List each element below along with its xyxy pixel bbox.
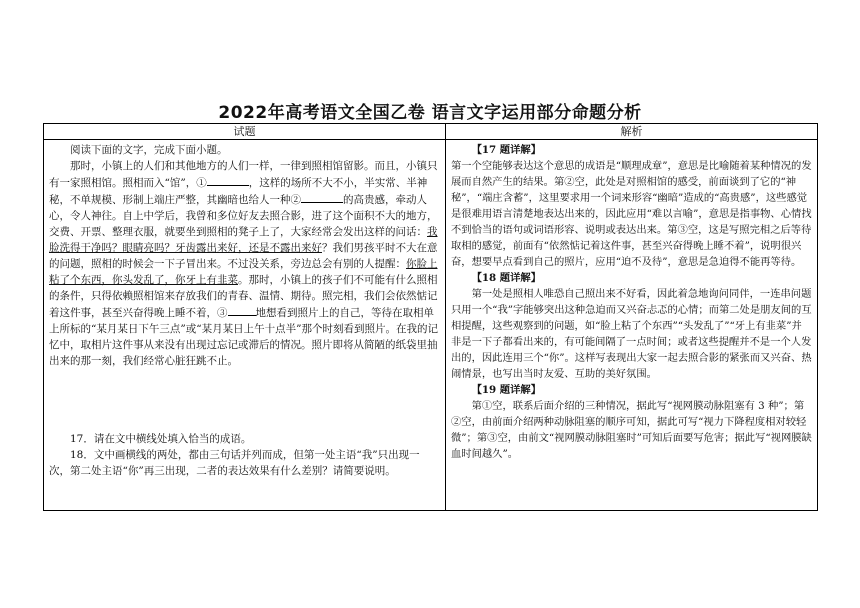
underlined-sentence-1: 我脸洗得干净吗？眼睛亮吗？牙齿露出来好，还是不露出来好	[49, 226, 438, 254]
passage-part-5: 。那时，小镇上的孩子们不可能有什么照相的条件，只得依赖照相馆来存放我们的青春、温情、期待。照完相，我们会依然惦记着这件事，甚至兴奋得晚上睡不着，	[49, 274, 438, 319]
question-18: 18．文中画横线的两处，都由三句话并列而成，但第一处主语“我”只出现一次，第二处主语“你”再三出现，二者的表达效果有什么差别？请简要说明。	[49, 449, 420, 477]
analysis-q18: 第一处是照相人唯恐自己照出来不好看，因此着急地询问同伴，一连串问题只用一个“我”字能够突出这种急迫而又兴奋忐忑的心情；而第二处是朋友间的互相提醒，这些观察到的问题，如“脸上粘了个东西”“头发乱了”“牙上有韭菜”并非是一下子都看出来的，有可能间隔了一点时间；或者这些提醒并不是一个人发出的，因此连用三个“你”。这样写表现出大家一起去照合影的紧张而又兴奋、热闹情景，也写出当时友爱、互助的美好氛围。	[451, 288, 812, 380]
blank-marker-3: ③	[217, 307, 228, 319]
header-row	[44, 124, 818, 140]
blank-2	[301, 191, 343, 203]
blank-1	[207, 174, 249, 186]
blank-marker-2: ②	[290, 194, 301, 206]
passage-part-6: 地想看到照片上的自己，等待在取相单上所标的“某月某日下午三点”或“某月某日上午十点半”那个时刻看到照片。在我的记忆中，取相片这件事从来没有出现过忘记或滞后的情况。照片即将从简陋的纸袋里抽出来的那一刻，我们经常心脏狂跳不止。	[49, 307, 438, 367]
intro-text: 阅读下面的文字，完成下面小题。	[70, 144, 228, 156]
analysis-cell	[446, 140, 818, 511]
passage-part-3: 的高贵感，牵动人心，令人神往。自上中学后，我曾和多位好友去照合影，进了这个面积不大的地方，交费、开票、整理衣服，就要坐到照相的凳子上了，大家经常会发出这样的问话：	[49, 194, 438, 238]
content-row	[44, 140, 818, 511]
blank-marker-1: ①	[196, 177, 207, 189]
column-header-analysis: 解析	[446, 124, 818, 140]
heading-q19: 【19 题详解】	[471, 384, 541, 396]
question-17: 17．请在文中横线处填入恰当的成语。	[70, 433, 252, 445]
heading-q18: 【18 题详解】	[471, 272, 541, 284]
questions-cell	[44, 140, 446, 511]
passage-part-1: 那时，小镇上的人们和其他地方的人们一样，一律到照相馆留影。而且，小镇只有一家照相馆。照相而入“馆”，	[49, 160, 438, 189]
analysis-table	[43, 123, 818, 511]
column-header-questions: 试题	[44, 124, 446, 140]
passage-part-4: ？我们男孩平时不大在意的问题，照相的时候会一下子冒出来。不过没关系，旁边总会有别的人提醒：	[49, 242, 438, 270]
underlined-sentence-2: 你脸上粘了个东西，你头发乱了，你牙上有韭菜	[49, 258, 438, 286]
blank-3	[228, 304, 256, 316]
analysis-q17: 第一个空能够表达这个意思的成语是“顺理成章”，意思是比喻随着某种情况的发展而自然产生的结果。第②空，此处是对照相馆的感受，前面谈到了它的“神秘”，“端庄含蓄”，这里要求用一个词来形容“幽暗”造成的“高贵感”，这些感觉是很难用语言清楚地表达出来的，因此应用“难以言喻”，意思是指事物、心情找不到恰当的语句或词语形容、说明或表达出来。第③空，这是写照完相之后等待取相的感觉，前面有“依然惦记着这件事，甚至兴奋得晚上睡不着”，说明很兴奋，想要早点看到自己的照片，应用“迫不及待”，意思是急迫得不能再等待。	[451, 160, 812, 268]
page-title: 2022年高考语文全国乙卷 语言文字运用部分命题分析	[218, 103, 642, 123]
heading-q17: 【17 题详解】	[471, 144, 541, 156]
passage	[49, 158, 440, 369]
analysis-q19: 第①空，联系后面介绍的三种情况，据此写“视网膜动脉阻塞有 3 种”；第②空，由前面介绍两种动脉阻塞的顺序可知，据此可写“视力下降程度相对较轻微”；第③空，由前文“视网膜动脉阻塞时”可知后面要写危害；据此写“视网膜缺血时间越久”。	[451, 400, 812, 460]
passage-part-2: ，这样的场所不大不小，半实常、半神秘，不单规模、形制上端庄严整，其幽暗也给人一种	[49, 177, 428, 206]
